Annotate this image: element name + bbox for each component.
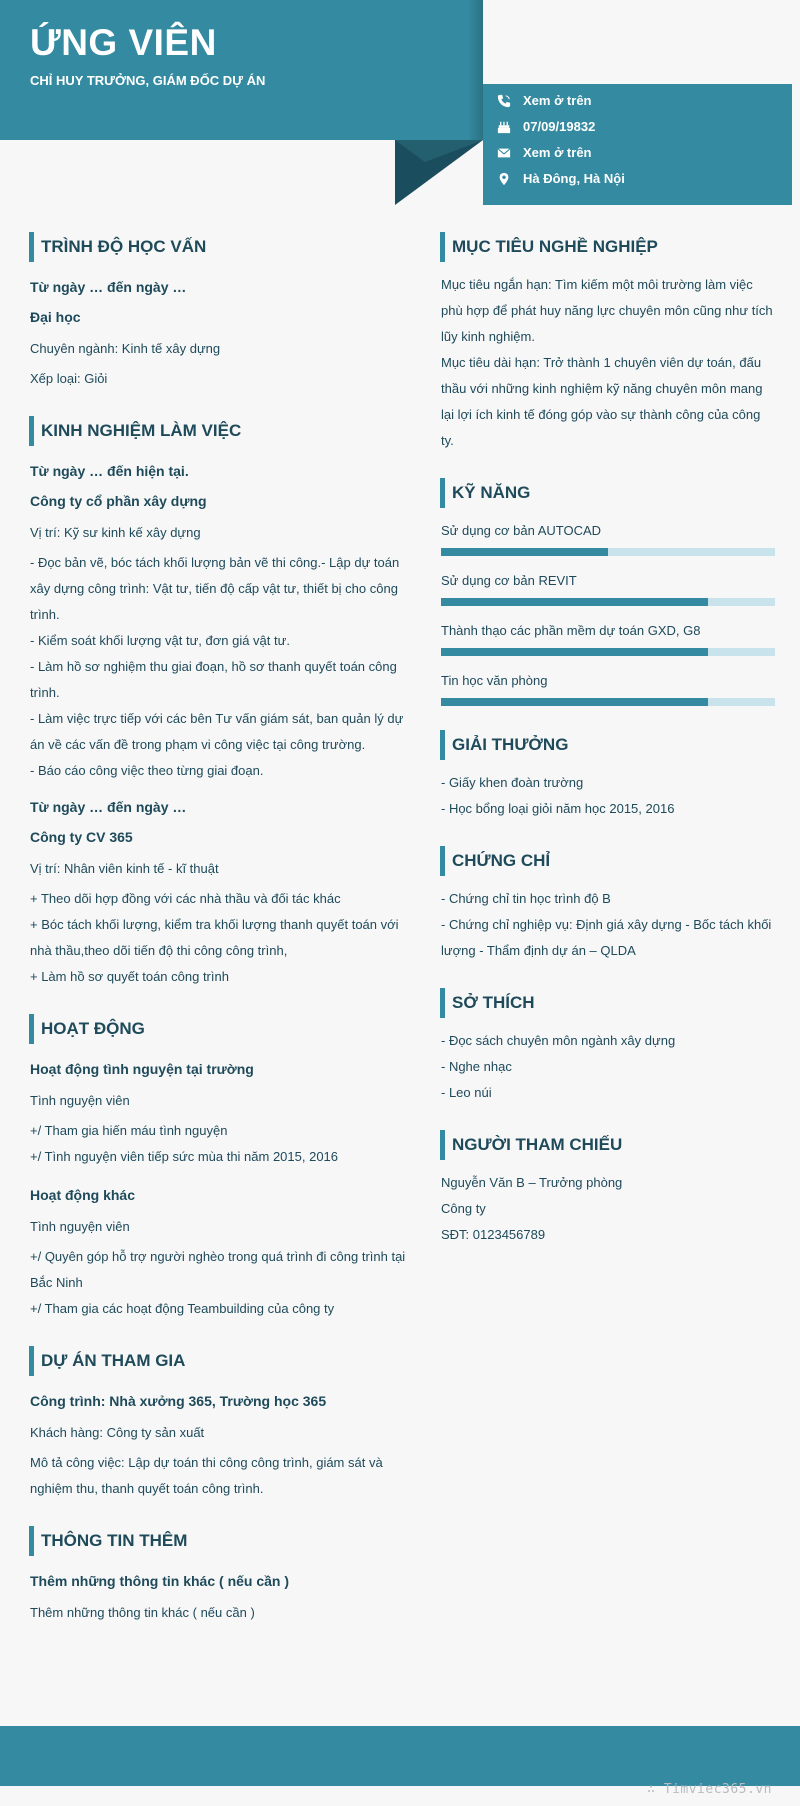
skill-bar <box>441 648 775 656</box>
award-item: - Học bổng loại giỏi năm học 2015, 2016 <box>441 801 675 816</box>
contact-address-value: Hà Đông, Hà Nội <box>523 171 625 186</box>
activity-group <box>30 1054 410 1170</box>
skill-bar-fill <box>441 648 708 656</box>
objective-title: MỤC TIÊU NGHỀ NGHIỆP <box>440 232 775 262</box>
skill-label: Thành thạo các phần mềm dự toán GXD, G8 <box>441 623 701 638</box>
education-section <box>30 232 410 392</box>
job-duty: - Kiểm soát khối lượng vật tư, đơn giá vật tư. <box>30 633 290 648</box>
skill-label: Sử dụng cơ bản AUTOCAD <box>441 523 602 538</box>
skill-bar <box>441 698 775 706</box>
contact-email <box>497 145 592 160</box>
certificate-item: - Chứng chỉ tin học trình độ B <box>441 891 611 906</box>
reference-line: Công ty <box>441 1201 486 1216</box>
contact-birthday <box>497 119 595 134</box>
job-entry <box>30 456 410 784</box>
extra-info-title: THÔNG TIN THÊM <box>29 1526 410 1556</box>
job-role: Vị trí: Nhân viên kinh tế - kĩ thuật <box>30 861 219 876</box>
cake-icon <box>497 120 511 134</box>
skill-item <box>441 518 775 556</box>
activity-line: +/ Tham gia hiến máu tình nguyện <box>30 1123 228 1138</box>
job-period: Từ ngày … đến hiện tại. <box>30 463 189 479</box>
extra-info-heading: Thêm những thông tin khác ( nếu cần ) <box>30 1573 290 1589</box>
job-duty: + Bóc tách khối lượng, kiểm tra khối lượng thanh quyết toán với nhà thầu,theo dõi tiến độ thi công công trình, <box>30 917 399 958</box>
contact-birthday-value: 07/09/19832 <box>523 119 596 134</box>
project-name: Công trình: Nhà xưởng 365, Trường học 365 <box>30 1393 327 1409</box>
skills-section <box>441 478 775 706</box>
objective-section <box>441 232 775 454</box>
contact-box <box>483 84 792 205</box>
phone-icon <box>497 94 511 108</box>
watermark: ∴ Timviec365.vn <box>647 1782 772 1797</box>
footer-band <box>0 1726 800 1786</box>
education-grade: Xếp loại: Giỏi <box>30 371 108 386</box>
extra-info-body: Thêm những thông tin khác ( nếu cần ) <box>30 1605 255 1620</box>
job-duty: - Báo cáo công việc theo từng giai đoạn. <box>30 763 264 778</box>
projects-section <box>30 1346 410 1502</box>
skill-bar <box>441 598 775 606</box>
header-fold-shadow <box>468 0 483 140</box>
job-duty: - Đọc bản vẽ, bóc tách khối lượng bản vẽ thi công.- Lập dự toán xây dựng công trình: Vật tư, tiến độ cấp vật tư, thiết bị cho công trình. <box>30 555 400 622</box>
job-duty: - Làm việc trực tiếp với các bên Tư vấn giám sát, ban quản lý dự án về các vấn đề trong phạm vi công việc tại công trường. <box>30 711 404 752</box>
contact-email-value: Xem ở trên <box>523 145 592 160</box>
skill-label: Tin học văn phòng <box>441 673 548 688</box>
job-duty: + Làm hồ sơ quyết toán công trình <box>30 969 229 984</box>
project-description: Mô tả công việc: Lập dự toán thi công công trình, giám sát và nghiệm thu, thanh quyết toán công trình. <box>30 1455 383 1496</box>
awards-section <box>441 730 775 822</box>
extra-info-section <box>30 1526 410 1626</box>
envelope-icon <box>497 146 511 160</box>
right-column <box>441 232 775 1272</box>
skill-item <box>441 618 775 656</box>
experience-title: KINH NGHIỆM LÀM VIỆC <box>29 416 410 446</box>
skill-bar-fill <box>441 698 708 706</box>
activities-section <box>30 1014 410 1322</box>
certificates-title: CHỨNG CHỈ <box>440 846 775 876</box>
activity-role: Tình nguyện viên <box>30 1219 130 1234</box>
projects-title: DỰ ÁN THAM GIA <box>29 1346 410 1376</box>
education-major: Chuyên ngành: Kinh tế xây dựng <box>30 341 221 356</box>
objective-long: Mục tiêu dài hạn: Trở thành 1 chuyên viên dự toán, đấu thầu với những kinh nghiệm kỹ năng chuyên môn mang lại lợi ích kinh tế đóng góp vào sự thành công của công ty. <box>441 355 763 448</box>
activity-role: Tình nguyện viên <box>30 1093 130 1108</box>
contact-address <box>497 171 625 186</box>
award-item: - Giấy khen đoàn trường <box>441 775 584 790</box>
candidate-name: ỨNG VIÊN <box>30 22 217 63</box>
activity-line: +/ Tham gia các hoạt động Teambuilding của công ty <box>30 1301 335 1316</box>
activity-group <box>30 1180 410 1322</box>
job-duty: + Theo dõi hợp đồng với các nhà thầu và đối tác khác <box>30 891 341 906</box>
certificates-section <box>441 846 775 964</box>
activity-name: Hoạt động khác <box>30 1187 136 1203</box>
reference-line: Nguyễn Văn B – Trưởng phòng <box>441 1175 623 1190</box>
candidate-position: CHỈ HUY TRƯỞNG, GIÁM ĐỐC DỰ ÁN <box>30 73 266 88</box>
skills-title: KỸ NĂNG <box>440 478 775 508</box>
hobby-item: - Leo núi <box>441 1085 492 1100</box>
job-entry <box>30 792 410 990</box>
job-company: Công ty cổ phần xây dựng <box>30 493 207 509</box>
job-role: Vị trí: Kỹ sư kinh kế xây dựng <box>30 525 201 540</box>
hobbies-section <box>441 988 775 1106</box>
job-company: Công ty CV 365 <box>30 829 133 845</box>
ribbon-fold <box>395 140 483 205</box>
education-title: TRÌNH ĐỘ HỌC VẤN <box>29 232 410 262</box>
contact-phone-value: Xem ở trên <box>523 93 592 108</box>
references-title: NGƯỜI THAM CHIẾU <box>440 1130 775 1160</box>
activity-line: +/ Quyên góp hỗ trợ người nghèo trong quá trình đi công trình tại Bắc Ninh <box>30 1249 406 1290</box>
map-pin-icon <box>497 172 511 186</box>
references-section <box>441 1130 775 1248</box>
activity-name: Hoạt động tình nguyện tại trường <box>30 1061 254 1077</box>
skill-item <box>441 568 775 606</box>
header-band <box>0 0 483 140</box>
awards-title: GIẢI THƯỞNG <box>440 730 775 760</box>
skill-bar <box>441 548 775 556</box>
job-duty: - Làm hồ sơ nghiệm thu giai đoạn, hồ sơ thanh quyết toán công trình. <box>30 659 397 700</box>
contact-phone <box>497 93 592 108</box>
hobby-item: - Đọc sách chuyên môn ngành xây dựng <box>441 1033 676 1048</box>
skill-label: Sử dụng cơ bản REVIT <box>441 573 577 588</box>
activities-title: HOẠT ĐỘNG <box>29 1014 410 1044</box>
hobbies-title: SỞ THÍCH <box>440 988 775 1018</box>
reference-line: SĐT: 0123456789 <box>441 1227 546 1242</box>
left-column <box>30 232 410 1650</box>
education-school: Đại học <box>30 309 81 325</box>
skill-bar-fill <box>441 598 708 606</box>
skill-bar-fill <box>441 548 608 556</box>
skill-item <box>441 668 775 706</box>
objective-short: Mục tiêu ngắn hạn: Tìm kiếm một môi trường làm việc phù hợp để phát huy năng lực chuyên môn cũng như tích lũy kinh nghiệm. <box>441 277 773 344</box>
job-period: Từ ngày … đến ngày … <box>30 799 187 815</box>
education-period: Từ ngày … đến ngày … <box>30 279 187 295</box>
hobby-item: - Nghe nhạc <box>441 1059 512 1074</box>
project-client: Khách hàng: Công ty sản xuất <box>30 1425 205 1440</box>
certificate-item: - Chứng chỉ nghiệp vụ: Định giá xây dựng - Bốc tách khối lượng - Thẩm định dự án – QLDA <box>441 917 772 958</box>
activity-line: +/ Tình nguyện viên tiếp sức mùa thi năm 2015, 2016 <box>30 1149 339 1164</box>
experience-section <box>30 416 410 990</box>
